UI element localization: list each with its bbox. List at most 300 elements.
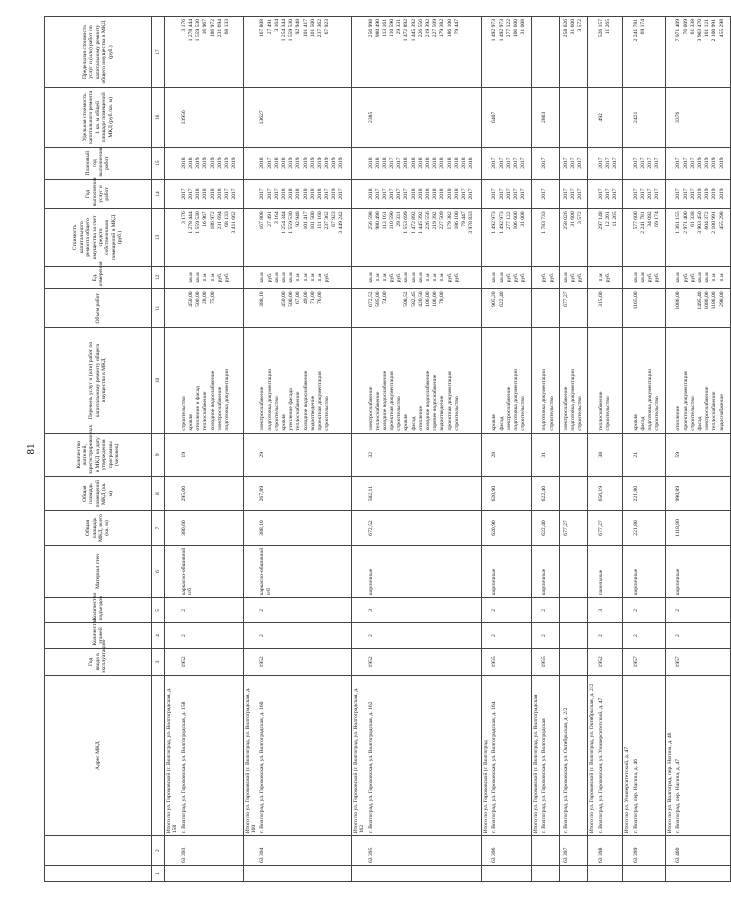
work-volume-line: 420,50 (417, 291, 424, 307)
work-volume-line: 450,00 (280, 291, 287, 307)
empty-cell (482, 328, 491, 433)
empty-cell (351, 433, 366, 476)
cost-limit-line: 227 509 (432, 19, 439, 38)
empty-cell (482, 648, 491, 675)
planned-year-line: 2017 (562, 157, 569, 169)
work-unit-line: руб. (505, 272, 512, 283)
works-list-line: проектная документация (316, 371, 323, 431)
empty-cell (165, 179, 180, 209)
work-unit-line: п.м (439, 273, 446, 282)
empty-cell (623, 17, 632, 88)
work-cost-line: 167 808 (259, 211, 266, 230)
cost-limit-line: 69 174 (640, 19, 647, 35)
work-cost-line: 16 967 (202, 211, 209, 227)
planned-year-line: 2017 (640, 157, 647, 169)
works-list-line: отопление (675, 405, 682, 431)
work-unit-line: кв.м (498, 272, 505, 283)
build-year: 1957 (632, 648, 666, 675)
header-row (45, 17, 152, 882)
residential-area: 295,00 (180, 477, 243, 511)
work-volume (562, 289, 588, 328)
works-list-line: фасад (696, 416, 703, 431)
row-marker (531, 865, 540, 881)
works-list-line: проектная документация (682, 371, 689, 431)
empty-cell (351, 17, 366, 88)
build-year: 1957 (674, 648, 730, 675)
work-volume-line (324, 291, 331, 325)
row-marker (562, 865, 588, 881)
cost-limit-line: 2 241 781 (632, 19, 639, 42)
total-area: 380,60 (180, 511, 243, 545)
column-header-12: Объем работ (45, 289, 152, 328)
empty-cell (243, 17, 258, 88)
work-unit-line: руб. (577, 272, 584, 283)
planned-year-line: 2019 (216, 157, 223, 169)
works-list-line: строительство (273, 396, 280, 431)
work-cost-line: 1 559 530 (195, 211, 202, 234)
building-address: г. Волгоград, ул. Гороховская, ул. Университетский, д. 47 (597, 676, 623, 836)
work-year-line: 2018 (425, 188, 432, 200)
works-list-line: подготовка документации (569, 368, 576, 431)
work-unit-line: кв.м (562, 272, 569, 283)
specific-cost: 2421 (632, 88, 666, 147)
work-cost-line: 1 445 392 (417, 211, 424, 234)
column-number-4: 3 (152, 648, 165, 675)
works-list (674, 328, 730, 433)
planned-year-line: 2018 (381, 157, 388, 169)
planned-year-line: 2019 (223, 157, 230, 169)
cost-limit-line: 92 948 (295, 19, 302, 35)
work-cost-line: 219 392 (432, 211, 439, 230)
empty-cell (165, 289, 180, 328)
work-cost-line: 29 331 (396, 211, 403, 227)
work-unit-line: п.м (295, 273, 302, 282)
planned-year-line: 2018 (180, 157, 187, 169)
empty-cell (665, 477, 674, 511)
cost-limit-line (541, 19, 548, 85)
column-number-14: 13 (152, 209, 165, 266)
subtotal-row (665, 17, 674, 882)
cost-limit-line: 68 133 (223, 19, 230, 35)
cost-limit-line: 186 972 (209, 19, 216, 38)
empty-cell (665, 266, 674, 289)
work-year-line: 2017 (389, 188, 396, 200)
work-volume (180, 289, 243, 328)
work-unit-line: руб. (389, 272, 396, 283)
work-unit-line: руб. (689, 272, 696, 283)
empty-cell (665, 179, 674, 209)
entrance-count: 2 (490, 598, 531, 623)
subtotal-label: Итого по ул. Гороховской (г. Волгоград, ул. Волгоградская, д. 160 (243, 676, 258, 836)
subtotal-label: Итого по ул. Гороховской (г. Волгоград (482, 676, 491, 836)
work-cost (597, 209, 623, 266)
work-volume-line: 67,00 (295, 291, 302, 305)
work-year-line: 2017 (324, 188, 331, 200)
works-list-line: теплоснабжение (295, 391, 302, 431)
building-address: г. Волгоград, ул. Гороховская, ул. Волгоградская (540, 676, 559, 836)
empty-cell (623, 209, 632, 266)
empty-cell (665, 17, 674, 88)
wall-material (562, 545, 588, 598)
residential-area: 267,89 (258, 477, 351, 511)
works-list-line: строительство (396, 396, 403, 431)
building-address: г. Волгоград, пер. Нагина, д. 46 (632, 676, 666, 836)
empty-cell (243, 623, 258, 648)
work-unit (258, 266, 351, 289)
planned-year-line: 2018 (460, 157, 467, 169)
work-year (180, 179, 243, 209)
empty-cell (588, 648, 597, 675)
planned-year (258, 147, 351, 179)
work-unit-line: кв.м (410, 272, 417, 283)
cost-limit-line: 7 971 409 (675, 19, 682, 42)
empty-cell (482, 598, 491, 623)
table-body (165, 17, 731, 882)
works-list-line: электроснабжение (562, 386, 569, 431)
work-year-line: 2018 (288, 188, 295, 200)
empty-cell (351, 598, 366, 623)
works-list (180, 328, 243, 433)
column-number-8: 7 (152, 511, 165, 545)
total-area: 677,27 (597, 511, 623, 545)
building-address: г. Волгоград, пер. Нагина, д. 47 (674, 676, 730, 836)
empty-cell (588, 623, 597, 648)
planned-year-line: 2017 (612, 157, 619, 169)
empty-cell (588, 266, 597, 289)
cost-limit-line: 1 254 344 (280, 19, 287, 42)
column-header-15: Год выполнения услуг и работ (45, 179, 152, 209)
work-volume (540, 289, 559, 328)
empty-cell (243, 289, 258, 328)
total-area: 221,80 (632, 511, 666, 545)
work-unit-line: руб. (216, 272, 223, 283)
specific-cost (562, 88, 588, 147)
empty-cell (531, 88, 540, 147)
work-year-line: 2019 (711, 188, 718, 200)
work-volume-line: 298,00 (718, 291, 725, 307)
work-volume-line (683, 291, 690, 325)
floor-count: 2 (540, 623, 559, 648)
work-volume-line: 622,40 (498, 291, 505, 307)
build-year: 1955 (540, 648, 559, 675)
works-list-line: фасад (640, 416, 647, 431)
column-number-10: 9 (152, 433, 165, 476)
work-unit-line: п.м (302, 273, 309, 282)
work-volume-line: 508,52 (403, 291, 410, 307)
empty-cell (531, 598, 540, 623)
works-list-line: холодное водоснабжение (381, 370, 388, 431)
empty-cell (243, 648, 258, 675)
empty-cell (165, 209, 180, 266)
cost-limit (674, 17, 730, 88)
building-number (243, 836, 258, 866)
works-list (562, 328, 588, 433)
building-number (531, 836, 540, 866)
cost-limit-line: 237 362 (316, 19, 323, 38)
empty-cell (351, 266, 366, 289)
work-cost-line: 186 100 (453, 211, 460, 230)
work-year-line: 2017 (597, 188, 604, 200)
work-cost-line: 227 509 (439, 211, 446, 230)
specific-cost: 13627 (258, 88, 351, 147)
planned-year (540, 147, 559, 179)
works-list-line: кровля (188, 414, 195, 431)
work-year (674, 179, 730, 209)
column-header-4: Год ввода в эксплуатацию (45, 648, 152, 675)
building-row (367, 17, 482, 882)
empty-cell (588, 179, 597, 209)
building-address: г. Волгоград, ул. Гороховская, ул. Волгоградская, д. 164 (490, 676, 531, 836)
empty-cell (665, 433, 674, 476)
work-year-line: 2019 (696, 188, 703, 200)
work-year-line: 2019 (704, 188, 711, 200)
empty-cell (665, 88, 674, 147)
works-list-line: теплоснабжение (597, 391, 604, 431)
subtotal-row (623, 17, 632, 882)
works-list-line: отопление (417, 405, 424, 431)
total-area: 677,27 (562, 511, 588, 545)
work-year-line: 2017 (460, 188, 467, 200)
work-volume-line (274, 291, 281, 325)
cost-limit-line: 231 694 (216, 19, 223, 38)
building-number (588, 836, 597, 866)
work-cost-line: 604 372 (704, 211, 711, 230)
building-number (351, 836, 366, 866)
works-list-line: строительство (453, 396, 460, 431)
residential-area: 656,19 (597, 477, 623, 511)
empty-cell (588, 88, 597, 147)
works-list-line: электроснабжение (704, 386, 711, 431)
work-cost-line: 1 472 892 (410, 211, 417, 234)
cost-limit-line: 27 491 (266, 19, 273, 35)
works-list-line: фасад (410, 416, 417, 431)
build-year: 1952 (367, 648, 482, 675)
specific-cost: 2385 (367, 88, 482, 147)
cost-limit-line: 61 338 (689, 19, 696, 35)
work-cost-line: 3 572 (577, 211, 584, 224)
work-unit-line: кв.м (259, 272, 266, 283)
planned-year (490, 147, 531, 179)
planned-year-line: 2017 (682, 157, 689, 169)
column-number-11: 10 (152, 328, 165, 433)
work-year-line: 2018 (280, 188, 287, 200)
empty-cell (665, 623, 674, 648)
works-list (490, 328, 531, 433)
subtotal-row (482, 17, 491, 882)
work-cost (490, 209, 531, 266)
work-year (562, 179, 588, 209)
residential-area: 502,11 (367, 477, 482, 511)
empty-cell (623, 328, 632, 433)
work-volume-line: 74,00 (381, 291, 388, 305)
column-header-5: Количество этажей (45, 623, 152, 648)
work-unit-line: п.м (309, 273, 316, 282)
planned-year-line: 2019 (209, 157, 216, 169)
work-year-line: 2017 (640, 188, 647, 200)
work-volume-line: 75,00 (209, 291, 216, 305)
empty-cell (243, 147, 258, 179)
empty-cell (623, 545, 632, 598)
planned-year-line: 2019 (202, 157, 209, 169)
entrance-count: 2 (632, 598, 666, 623)
row-marker (258, 865, 351, 881)
work-year-line: 2019 (331, 188, 338, 200)
total-area: 388,10 (258, 511, 351, 545)
work-year-line: 2017 (491, 188, 498, 200)
subtotal-row (165, 17, 180, 882)
capital-repair-table (44, 16, 731, 882)
planned-year-line: 2019 (696, 157, 703, 169)
cost-limit (258, 17, 351, 88)
building-number: 63 396 (490, 836, 531, 866)
works-list-line: строительство (577, 396, 584, 431)
empty-cell (482, 88, 491, 147)
subtotal-row (351, 17, 366, 882)
works-list (258, 328, 351, 433)
cost-limit-line: 101 500 (309, 19, 316, 38)
planned-year-line: 2017 (675, 157, 682, 169)
work-year-line: 2017 (338, 188, 345, 200)
work-cost-line: 2 971 400 (682, 211, 689, 234)
works-list-line: теплоснабжение (711, 391, 718, 431)
cost-limit-line: 2 100 991 (711, 19, 718, 42)
building-number (540, 836, 559, 866)
empty-cell (165, 598, 180, 623)
planned-year-line: 2019 (309, 157, 316, 169)
building-number (482, 836, 491, 866)
building-number: 63 393 (180, 836, 243, 866)
row-marker (665, 865, 674, 881)
planned-year-line: 2019 (331, 157, 338, 169)
work-volume (367, 289, 482, 328)
empty-cell (351, 209, 366, 266)
work-unit (490, 266, 531, 289)
work-year-line: 2017 (577, 188, 584, 200)
building-row (180, 17, 243, 882)
empty-cell (351, 88, 366, 147)
work-volume-line: 905,20 (491, 291, 498, 307)
subtotal-row (243, 17, 258, 882)
cost-limit-line: 67 923 (324, 19, 331, 35)
work-year-line: 2018 (202, 188, 209, 200)
cost-limit-line: 101 417 (302, 19, 309, 38)
work-cost (367, 209, 482, 266)
work-year-line: 2017 (231, 188, 238, 200)
cost-limit-line: 110 590 (389, 19, 396, 37)
work-unit-line: п.м (597, 273, 604, 282)
work-volume-line (389, 291, 396, 325)
planned-year-line: 2017 (266, 157, 273, 169)
cost-limit-line: 179 382 (439, 19, 446, 38)
work-year-line: 2017 (513, 188, 519, 200)
cost-limit-line: 76 009 (682, 19, 689, 35)
work-unit-line: руб. (446, 272, 453, 283)
resident-count: 31 (540, 433, 559, 476)
cost-limit-line: 167 808 (259, 19, 266, 38)
empty-cell (665, 209, 674, 266)
building-number: 63 397 (562, 836, 588, 866)
work-year-line: 2018 (302, 188, 309, 200)
wall-material: каркасно-обшивной н/б (258, 545, 351, 598)
work-unit-line: руб. (569, 272, 576, 283)
work-volume-line: 500,00 (288, 291, 295, 307)
work-volume-line (181, 291, 188, 325)
work-year-line: 2018 (417, 188, 424, 200)
cost-limit-line: 256 998 (367, 19, 374, 38)
cost-limit-line: 31 600 (569, 19, 576, 35)
work-unit (180, 266, 243, 289)
work-unit-line: руб. (548, 272, 555, 283)
column-header-14: Стоимость капитального ремонта общего имущества за счет средств собственников помещений в МКД (руб.) (45, 209, 152, 266)
cost-limit (562, 17, 588, 88)
column-header-18: Предельная стоимость услуг и (или) работ по капитальному ремонту общего имущества в МКД (руб.) (45, 17, 152, 88)
planned-year-line: 2017 (577, 157, 584, 169)
floor-count: 2 (632, 623, 666, 648)
empty-cell (623, 179, 632, 209)
building-row (562, 17, 588, 882)
specific-cost: 492 (597, 88, 623, 147)
planned-year-line: 2018 (432, 157, 439, 169)
work-year-line: 2018 (367, 188, 374, 200)
empty-cell (165, 266, 180, 289)
row-marker (243, 865, 258, 881)
empty-cell (531, 209, 540, 266)
work-year-line: 2017 (188, 188, 195, 200)
resident-count: 21 (632, 433, 666, 476)
resident-count: 59 (674, 433, 730, 476)
wall-material: кирпичные (632, 545, 666, 598)
column-header-2 (45, 836, 152, 866)
works-list-line: теплоснабжение (202, 391, 209, 431)
build-year: 1952 (597, 648, 623, 675)
building-address: г. Волгоград, ул. Гороховская, ул. Октябрьская, д. 2/2 (562, 676, 588, 836)
building-address: г. Волгоград, ул. Гороховская, ул. Волгоградская, д. 158 (180, 676, 243, 836)
column-number-3 (152, 676, 165, 836)
work-volume-line (541, 291, 548, 325)
empty-cell (482, 147, 491, 179)
empty-cell (588, 209, 597, 266)
work-cost-line: 3 449 242 (338, 211, 345, 234)
empty-cell (623, 511, 632, 545)
work-unit (562, 266, 588, 289)
empty-cell (665, 147, 674, 179)
empty-cell (351, 648, 366, 675)
wall-material: кирпичные (540, 545, 559, 598)
empty-cell (588, 17, 597, 88)
empty-cell (588, 477, 597, 511)
empty-cell (531, 648, 540, 675)
resident-count: 19 (180, 433, 243, 476)
planned-year (674, 147, 730, 179)
subtotal-label: Итого по ул. Волгоград, пер. Нагина, д. 46 (665, 676, 674, 836)
cost-limit-line: 1 445 392 (410, 19, 417, 42)
cost-limit-line: 1 492 973 (491, 19, 498, 42)
column-number-1: 1 (152, 865, 165, 881)
planned-year-line: 2018 (468, 157, 475, 169)
work-year-line: 2018 (195, 188, 202, 200)
works-list-line: строительство (654, 396, 661, 431)
empty-cell (588, 598, 597, 623)
work-cost-line: 179 382 (446, 211, 453, 230)
empty-cell (351, 179, 366, 209)
empty-cell (243, 433, 258, 476)
works-list (632, 328, 666, 433)
cost-limit-line: 29 331 (396, 19, 403, 35)
work-volume-line: 500,00 (195, 291, 202, 307)
work-unit-line: руб. (453, 272, 460, 283)
works-list-line: строительство (520, 396, 527, 431)
work-cost-line: 980 490 (374, 211, 381, 230)
